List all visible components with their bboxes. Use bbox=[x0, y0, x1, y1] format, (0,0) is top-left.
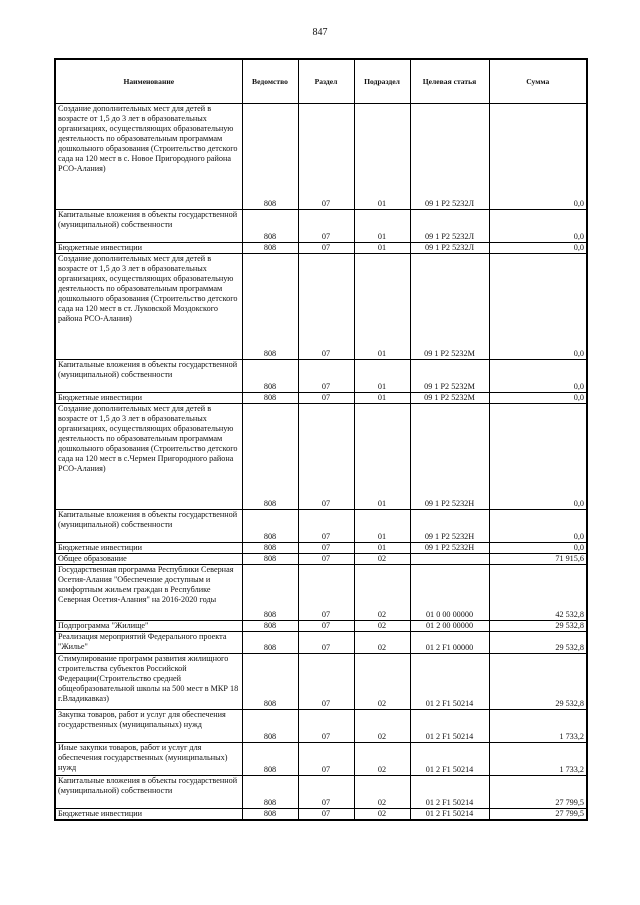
cell-celevaya: 09 1 P2 5232Н bbox=[410, 404, 489, 510]
table-row bbox=[55, 809, 587, 821]
cell-ved: 808 bbox=[242, 654, 298, 710]
header-summa: Сумма bbox=[489, 59, 587, 104]
cell-ved: 808 bbox=[242, 554, 298, 565]
cell-name: Бюджетные инвестиции bbox=[55, 809, 242, 821]
cell-name: Бюджетные инвестиции bbox=[55, 243, 242, 254]
table-row bbox=[55, 243, 587, 254]
table-row bbox=[55, 393, 587, 404]
cell-celevaya: 01 2 F1 50214 bbox=[410, 654, 489, 710]
cell-celevaya: 09 1 P2 5232Л bbox=[410, 104, 489, 210]
table-row bbox=[55, 621, 587, 632]
cell-razdel: 07 bbox=[298, 543, 354, 554]
cell-celevaya: 09 1 P2 5232Л bbox=[410, 210, 489, 243]
cell-podrazdel: 01 bbox=[354, 360, 410, 393]
cell-podrazdel: 01 bbox=[354, 210, 410, 243]
cell-razdel: 07 bbox=[298, 743, 354, 776]
cell-name: Стимулирование программ развития жилищного строительства субъектов Российской Федерации(Строительство средней общеобразовательной школы на 500 мест в МКР 18 г.Владикавказ) bbox=[55, 654, 242, 710]
cell-name: Реализация мероприятий Федерального проекта "Жилье" bbox=[55, 632, 242, 654]
cell-razdel: 07 bbox=[298, 632, 354, 654]
page-number: 847 bbox=[312, 27, 328, 38]
cell-name: Создание дополнительных мест для детей в возрасте от 1,5 до 3 лет в образовательных организациях, осуществляющих образовательную деятельность по образовательным программам дошкольного образования (Строительство детского сада на 120 мест в с. Новое Пригородного района РСО-Алания) bbox=[55, 104, 242, 210]
cell-razdel: 07 bbox=[298, 210, 354, 243]
table-row bbox=[55, 554, 587, 565]
cell-podrazdel: 01 bbox=[354, 510, 410, 543]
cell-ved: 808 bbox=[242, 543, 298, 554]
cell-summa: 27 799,5 bbox=[489, 776, 587, 809]
cell-summa: 0,0 bbox=[489, 243, 587, 254]
table-body bbox=[55, 104, 587, 821]
cell-name: Бюджетные инвестиции bbox=[55, 393, 242, 404]
table-row bbox=[55, 404, 587, 510]
cell-summa: 0,0 bbox=[489, 543, 587, 554]
cell-summa: 0,0 bbox=[489, 510, 587, 543]
cell-ved: 808 bbox=[242, 254, 298, 360]
header-name: Наименование bbox=[55, 59, 242, 104]
cell-name: Подпрограмма "Жилище" bbox=[55, 621, 242, 632]
cell-name: Иные закупки товаров, работ и услуг для обеспечения государственных (муниципальных) нужд bbox=[55, 743, 242, 776]
header-celevaya: Целевая статья bbox=[410, 59, 489, 104]
table-header-row bbox=[55, 59, 587, 104]
cell-summa: 29 532,8 bbox=[489, 621, 587, 632]
cell-ved: 808 bbox=[242, 565, 298, 621]
cell-name: Бюджетные инвестиции bbox=[55, 543, 242, 554]
cell-name: Капитальные вложения в объекты государственной (муниципальной) собственности bbox=[55, 210, 242, 243]
cell-razdel: 07 bbox=[298, 254, 354, 360]
cell-summa: 0,0 bbox=[489, 404, 587, 510]
header-ved: Ведомство bbox=[242, 59, 298, 104]
table-row bbox=[55, 776, 587, 809]
table-row bbox=[55, 360, 587, 393]
cell-ved: 808 bbox=[242, 776, 298, 809]
table-row bbox=[55, 510, 587, 543]
cell-summa: 0,0 bbox=[489, 393, 587, 404]
cell-podrazdel: 02 bbox=[354, 654, 410, 710]
cell-name: Капитальные вложения в объекты государственной (муниципальной) собственности bbox=[55, 776, 242, 809]
header-razdel: Раздел bbox=[298, 59, 354, 104]
cell-celevaya: 09 1 P2 5232Н bbox=[410, 510, 489, 543]
cell-ved: 808 bbox=[242, 743, 298, 776]
cell-razdel: 07 bbox=[298, 565, 354, 621]
cell-ved: 808 bbox=[242, 510, 298, 543]
table-row bbox=[55, 104, 587, 210]
cell-podrazdel: 02 bbox=[354, 743, 410, 776]
table-row bbox=[55, 543, 587, 554]
cell-razdel: 07 bbox=[298, 776, 354, 809]
cell-ved: 808 bbox=[242, 243, 298, 254]
cell-name: Создание дополнительных мест для детей в возрасте от 1,5 до 3 лет в образовательных организациях, осуществляющих образовательную деятельность по образовательным программам дошкольного образования (Строительство детского сада на 120 мест в с.Чермен Пригородного района РСО-Алания) bbox=[55, 404, 242, 510]
cell-podrazdel: 01 bbox=[354, 254, 410, 360]
cell-razdel: 07 bbox=[298, 104, 354, 210]
cell-celevaya: 01 2 F1 50214 bbox=[410, 776, 489, 809]
cell-name: Закупка товаров, работ и услуг для обеспечения государственных (муниципальных) нужд bbox=[55, 710, 242, 743]
cell-razdel: 07 bbox=[298, 243, 354, 254]
table-row bbox=[55, 254, 587, 360]
cell-ved: 808 bbox=[242, 621, 298, 632]
cell-podrazdel: 02 bbox=[354, 710, 410, 743]
cell-razdel: 07 bbox=[298, 510, 354, 543]
cell-ved: 808 bbox=[242, 632, 298, 654]
cell-summa: 29 532,8 bbox=[489, 654, 587, 710]
cell-razdel: 07 bbox=[298, 621, 354, 632]
cell-razdel: 07 bbox=[298, 404, 354, 510]
cell-podrazdel: 02 bbox=[354, 809, 410, 821]
cell-name: Общее образование bbox=[55, 554, 242, 565]
cell-summa: 1 733,2 bbox=[489, 710, 587, 743]
cell-podrazdel: 02 bbox=[354, 776, 410, 809]
cell-summa: 0,0 bbox=[489, 210, 587, 243]
cell-podrazdel: 02 bbox=[354, 565, 410, 621]
cell-summa: 0,0 bbox=[489, 360, 587, 393]
cell-celevaya: 01 2 F1 50214 bbox=[410, 743, 489, 776]
cell-ved: 808 bbox=[242, 393, 298, 404]
cell-ved: 808 bbox=[242, 404, 298, 510]
cell-name: Капитальные вложения в объекты государственной (муниципальной) собственности bbox=[55, 360, 242, 393]
cell-celevaya: 09 1 P2 5232М bbox=[410, 393, 489, 404]
header-podrazdel: Подраздел bbox=[354, 59, 410, 104]
cell-summa: 29 532,8 bbox=[489, 632, 587, 654]
cell-celevaya bbox=[410, 554, 489, 565]
cell-razdel: 07 bbox=[298, 710, 354, 743]
cell-podrazdel: 02 bbox=[354, 632, 410, 654]
cell-summa: 71 915,6 bbox=[489, 554, 587, 565]
cell-razdel: 07 bbox=[298, 360, 354, 393]
cell-summa: 27 799,5 bbox=[489, 809, 587, 821]
cell-ved: 808 bbox=[242, 104, 298, 210]
table-row bbox=[55, 632, 587, 654]
cell-celevaya: 01 2 F1 00000 bbox=[410, 632, 489, 654]
cell-ved: 808 bbox=[242, 210, 298, 243]
cell-podrazdel: 01 bbox=[354, 543, 410, 554]
cell-celevaya: 01 2 F1 50214 bbox=[410, 809, 489, 821]
cell-podrazdel: 01 bbox=[354, 393, 410, 404]
cell-celevaya: 09 1 P2 5232М bbox=[410, 254, 489, 360]
table-row bbox=[55, 565, 587, 621]
cell-ved: 808 bbox=[242, 710, 298, 743]
cell-celevaya: 09 1 P2 5232Н bbox=[410, 543, 489, 554]
cell-ved: 808 bbox=[242, 809, 298, 821]
cell-ved: 808 bbox=[242, 360, 298, 393]
cell-razdel: 07 bbox=[298, 654, 354, 710]
cell-razdel: 07 bbox=[298, 554, 354, 565]
table-row bbox=[55, 654, 587, 710]
cell-summa: 42 532,8 bbox=[489, 565, 587, 621]
cell-summa: 1 733,2 bbox=[489, 743, 587, 776]
cell-celevaya: 01 2 F1 50214 bbox=[410, 710, 489, 743]
cell-razdel: 07 bbox=[298, 809, 354, 821]
cell-podrazdel: 01 bbox=[354, 243, 410, 254]
table-row bbox=[55, 743, 587, 776]
cell-celevaya: 09 1 P2 5232М bbox=[410, 360, 489, 393]
cell-celevaya: 01 0 00 00000 bbox=[410, 565, 489, 621]
cell-podrazdel: 02 bbox=[354, 621, 410, 632]
cell-summa: 0,0 bbox=[489, 254, 587, 360]
cell-podrazdel: 01 bbox=[354, 404, 410, 510]
cell-name: Капитальные вложения в объекты государственной (муниципальной) собственности bbox=[55, 510, 242, 543]
budget-table bbox=[54, 58, 588, 821]
cell-podrazdel: 02 bbox=[354, 554, 410, 565]
cell-razdel: 07 bbox=[298, 393, 354, 404]
cell-name: Государственная программа Республики Северная Осетия-Алания "Обеспечение доступным и комфортным жильем граждан в Республике Северная Осетия-Алания" на 2016-2020 годы bbox=[55, 565, 242, 621]
table-row bbox=[55, 210, 587, 243]
cell-podrazdel: 01 bbox=[354, 104, 410, 210]
cell-celevaya: 09 1 P2 5232Л bbox=[410, 243, 489, 254]
cell-celevaya: 01 2 00 00000 bbox=[410, 621, 489, 632]
cell-name: Создание дополнительных мест для детей в возрасте от 1,5 до 3 лет в образовательных организациях, осуществляющих образовательную деятельность по образовательным программам дошкольного образования (Строительство детского сада на 120 мест в ст. Луковской Моздокского района РСО-Алания) bbox=[55, 254, 242, 360]
table-row bbox=[55, 710, 587, 743]
cell-summa: 0,0 bbox=[489, 104, 587, 210]
